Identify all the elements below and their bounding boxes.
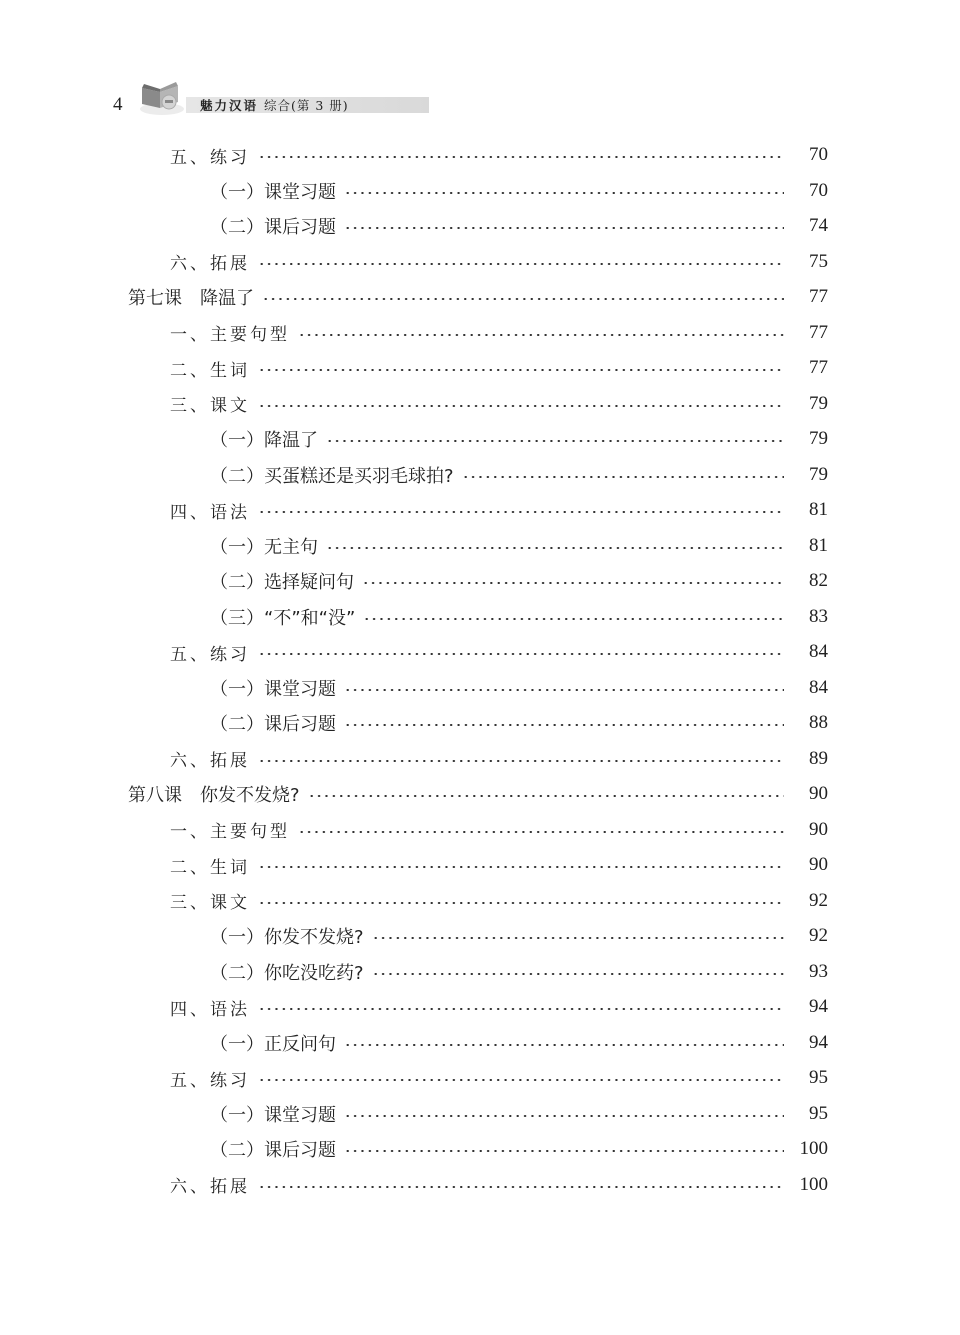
lesson-title: 降温了: [200, 288, 254, 309]
dot-leader: [258, 263, 784, 265]
toc-subsection-entry: [210, 1096, 828, 1132]
toc-subsection-entry: [210, 599, 828, 635]
lesson-number: 第七课: [128, 288, 182, 309]
toc-entry-label: 五、练习: [170, 1070, 250, 1091]
dot-leader: [298, 334, 784, 336]
toc-page-number: 93: [809, 960, 828, 982]
dot-leader: [372, 937, 784, 939]
dot-leader: [308, 795, 784, 797]
toc-entry-label: （二）选择疑问句: [210, 572, 354, 593]
toc-page-number: 82: [809, 570, 828, 591]
toc-page-number: 100: [799, 1173, 828, 1195]
toc-page-number: 79: [809, 392, 828, 414]
toc-subsection-entry: [210, 421, 828, 457]
header-title: [200, 96, 349, 114]
dot-leader: [462, 476, 784, 478]
toc-subsection-entry: [210, 528, 828, 564]
toc-entry-label: [128, 781, 300, 807]
volume-title: 综合(第 3 册): [264, 98, 349, 113]
toc-entry-label: （一）降温了: [210, 430, 318, 451]
toc-subsection-entry: [210, 173, 828, 209]
toc-entry-label: （一）课堂习题: [210, 678, 336, 700]
dot-leader: [258, 511, 784, 513]
toc-subsection-entry: [210, 1025, 828, 1061]
toc-subsection-entry: [210, 954, 828, 990]
dot-leader: [344, 1044, 784, 1046]
dot-leader: [262, 298, 784, 300]
toc-page-number: 94: [809, 996, 828, 1017]
toc-entry-label: 六、拓展: [170, 1177, 250, 1197]
toc-entry-label: 五、练习: [170, 147, 250, 168]
toc-entry-label: 四、语法: [170, 999, 250, 1020]
toc-subsection-entry: [210, 563, 828, 599]
toc-section-entry: [170, 883, 828, 919]
toc-page-number: 75: [809, 250, 828, 272]
toc-page-number: 84: [809, 641, 828, 662]
toc-page-number: 89: [809, 747, 828, 769]
toc-entry-label: 五、练习: [170, 644, 250, 665]
running-header: [0, 0, 960, 130]
toc-page-number: 95: [809, 1067, 828, 1088]
dot-leader: [258, 369, 784, 371]
toc-subsection-entry: [210, 670, 828, 706]
toc-subsection-entry: [210, 208, 828, 244]
toc-subsection-entry: [210, 918, 828, 954]
toc-page-number: 79: [809, 463, 828, 485]
toc-page-number: 74: [809, 215, 828, 236]
toc-entry-label: 六、拓展: [170, 751, 250, 771]
toc-entry-label: （二）课后习题: [210, 714, 336, 735]
dot-leader: [344, 1150, 784, 1152]
toc-page-number: 83: [809, 605, 828, 627]
dot-leader: [326, 440, 784, 442]
toc-subsection-entry: [210, 1131, 828, 1167]
toc-section-entry: [170, 386, 828, 422]
toc-section-entry: [170, 137, 828, 173]
toc-page-number: 77: [809, 286, 828, 307]
toc-page-number: 90: [809, 783, 828, 804]
toc-page-number: 88: [809, 712, 828, 733]
toc-entry-label: （二）课后习题: [210, 1140, 336, 1161]
toc-entry-label: 六、拓展: [170, 254, 250, 274]
toc-subsection-entry: [210, 705, 828, 741]
toc-entry-label: （二）课后习题: [210, 217, 336, 238]
toc-entry-label: 三、课文: [170, 893, 250, 913]
lesson-number: 第八课: [128, 785, 182, 806]
open-book-icon: [138, 78, 188, 116]
dot-leader: [258, 1008, 784, 1010]
toc-page-number: 81: [809, 499, 828, 520]
toc-entry-label: （一）正反问句: [210, 1033, 336, 1055]
dot-leader: [258, 760, 784, 762]
toc-entry-label: （二）你吃没吃药?: [210, 962, 364, 984]
toc-section-entry: [170, 1060, 828, 1096]
toc-page-number: 84: [809, 676, 828, 698]
dot-leader: [344, 689, 784, 691]
toc-section-entry: [170, 741, 828, 777]
toc-page-number: 92: [809, 925, 828, 946]
toc-lesson-entry: [128, 279, 828, 315]
toc-page-number: 70: [809, 179, 828, 201]
toc-section-entry: [170, 634, 828, 670]
toc-page-number: 92: [809, 889, 828, 911]
toc-page-number: 90: [809, 854, 828, 875]
dot-leader: [258, 156, 784, 158]
toc-lesson-entry: [128, 776, 828, 812]
toc-page-number: 100: [799, 1138, 828, 1159]
toc-section-entry: [170, 244, 828, 280]
toc-entry-label: （三）“不”和“没”: [210, 607, 356, 629]
toc-entry-label: （一）无主句: [210, 536, 318, 558]
dot-leader: [258, 653, 784, 655]
toc-entry-label: （一）课堂习题: [210, 181, 336, 203]
toc-page-number: 95: [809, 1102, 828, 1124]
dot-leader: [258, 1079, 784, 1081]
dot-leader: [258, 1186, 784, 1188]
toc-entry-label: [128, 284, 254, 310]
toc-entry-label: 二、生词: [170, 360, 250, 381]
toc-section-entry: [170, 350, 828, 386]
toc-entry-label: 二、生词: [170, 857, 250, 878]
dot-leader: [344, 1115, 784, 1117]
toc-section-entry: [170, 847, 828, 883]
toc-entry-label: 四、语法: [170, 502, 250, 523]
toc-section-entry: [170, 989, 828, 1025]
toc-section-entry: [170, 812, 828, 848]
dot-leader: [362, 582, 784, 584]
dot-leader: [344, 227, 784, 229]
toc-page-number: 94: [809, 1031, 828, 1053]
dot-leader: [372, 973, 784, 975]
toc-entry-label: 三、课文: [170, 396, 250, 416]
dot-leader: [298, 831, 784, 833]
toc-page-number: 81: [809, 534, 828, 556]
toc-entry-label: 一、主要句型: [170, 325, 290, 345]
toc-page-number: 77: [809, 357, 828, 378]
lesson-title: 你发不发烧?: [200, 785, 300, 806]
dot-leader: [326, 547, 784, 549]
toc-page-number: 90: [809, 818, 828, 840]
dot-leader: [344, 724, 784, 726]
dot-leader: [363, 618, 784, 620]
dot-leader: [258, 902, 784, 904]
toc-section-entry: [170, 315, 828, 351]
toc-entry-label: 一、主要句型: [170, 822, 290, 842]
toc-page-number: 79: [809, 428, 828, 449]
toc-entry-label: （二）买蛋糕还是买羽毛球拍?: [210, 465, 454, 487]
toc-page-number: 70: [809, 144, 828, 165]
toc-subsection-entry: [210, 457, 828, 493]
dot-leader: [258, 405, 784, 407]
toc-entry-label: （一）你发不发烧?: [210, 927, 364, 948]
series-title: 魅力汉语: [200, 98, 259, 113]
dot-leader: [258, 866, 784, 868]
toc-section-entry: [170, 1167, 828, 1203]
dot-leader: [344, 192, 784, 194]
page-number: 4: [113, 94, 123, 115]
toc-entry-label: （一）课堂习题: [210, 1104, 336, 1126]
toc-page-number: 77: [809, 321, 828, 343]
toc-section-entry: [170, 492, 828, 528]
